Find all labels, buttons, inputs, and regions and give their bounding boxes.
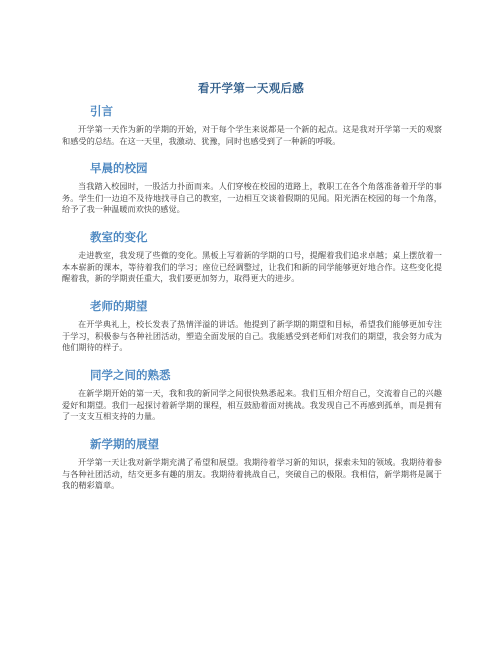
section-paragraph: 走进教室，我发现了些微的变化。黑板上写着新的学期的口号，提醒着我们追求卓越；桌上摆放着一本本崭新的课本，等待着我们的学习；座位已经调整过，让我们和新的同学能够更好地合作。这些变化提醒着我，新的学期责任重大，我们要更加努力，取得更大的进步。 (62, 250, 442, 283)
section-heading: 新学期的展望 (90, 437, 159, 451)
section-introduction (62, 104, 442, 147)
section-heading: 同学之间的熟悉 (90, 368, 171, 382)
section-heading: 教室的变化 (90, 230, 148, 244)
section-paragraph: 在开学典礼上，校长发表了热情洋溢的讲话。他提到了新学期的期望和目标，希望我们能够更加专注于学习，积极参与各种社团活动，塑造全面发展的自己。我能感受到老师们对我们的期望，我会努力成为他们期待的样子。 (62, 319, 442, 352)
section-classroom-changes (62, 230, 442, 285)
section-morning-campus (62, 161, 442, 216)
section-teacher-expectations (62, 299, 442, 354)
section-heading: 早晨的校园 (90, 161, 148, 175)
section-new-term-outlook (62, 437, 442, 492)
section-classmates (62, 368, 442, 423)
section-heading: 老师的期望 (90, 299, 148, 313)
section-paragraph: 当我踏入校园时，一股活力扑面而来。人们穿梭在校园的道路上，教职工在各个角落准备着开学的事务。学生们一边迫不及待地找寻自己的教室，一边相互交谈着假期的见闻。阳光洒在校园的每一个角落，给予了我一种温暖而欢快的感觉。 (62, 181, 442, 214)
section-paragraph: 开学第一天作为新的学期的开始，对于每个学生来说都是一个新的起点。这是我对开学第一天的观察和感受的总结。在这一天里，我激动、犹豫，同时也感受到了一种新的呼吸。 (62, 124, 442, 146)
document-title: 看开学第一天观后感 (197, 81, 305, 95)
section-heading: 引言 (90, 104, 113, 118)
section-paragraph: 开学第一天让我对新学期充满了希望和展望。我期待着学习新的知识，探索未知的领域。我期待着参与各种社团活动，结交更多有趣的朋友。我期待着挑战自己，突破自己的极限。我相信，新学期将是属于我的精彩篇章。 (62, 457, 442, 490)
section-paragraph: 在新学期开始的第一天，我和我的新同学之间很快熟悉起来。我们互相介绍自己，交流着自己的兴趣爱好和期望。我们一起探讨着新学期的课程，相互鼓励着面对挑战。我发现自己不再感到孤单，而是拥有了一支支互相支持的力量。 (62, 388, 442, 421)
